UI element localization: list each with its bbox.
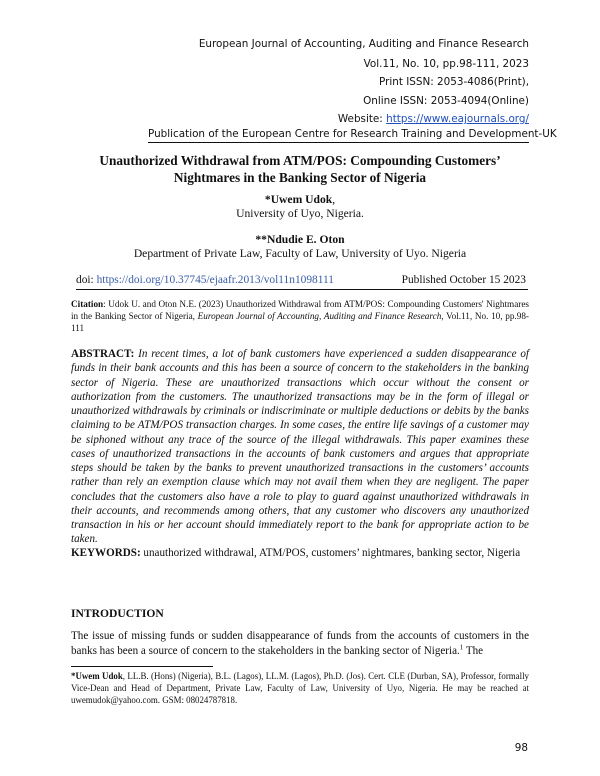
author-1 <box>70 193 530 207</box>
publication-line: Publication of the European Centre for Research Training and Development-UK <box>148 127 529 143</box>
online-issn: Online ISSN: 2053-4094(Online) <box>363 95 529 107</box>
page-number: 98 <box>514 742 528 754</box>
citation-label: Citation <box>71 299 104 309</box>
keywords-text: unauthorized withdrawal, ATM/POS, customers’ nightmares, banking sector, Nigeria <box>140 547 521 559</box>
doi-link[interactable]: https://doi.org/10.37745/ejaafr.2013/vol11n1098111 <box>96 274 334 286</box>
introduction-tail: The <box>463 644 484 657</box>
doi-row <box>76 273 528 290</box>
keywords-block <box>71 546 529 560</box>
citation-tail: , Vol.11, No. 10, pp.98-111 <box>71 311 529 334</box>
author-1-comma: , <box>332 193 336 206</box>
title-line-1: Unauthorized Withdrawal from ATM/POS: Compounding Customers’ <box>99 153 501 168</box>
footnote-text: , LL.B. (Hons) (Nigeria), B.L. (Lagos), LL.M. (Lagos), Ph.D. (Jos). Cert. CLE (Durban, SA), Professor, formally Vice-Dean and Head of Department, Private Law, Faculty of Law, University of Uyo, Nigeria. He may be reached at uwemudok@yahoo.com. GSM: 08024787818. <box>71 671 529 706</box>
citation-journal: European Journal of Accounting, Auditing and Finance Research <box>197 311 442 322</box>
citation-text: : Udok U. and Oton N.E. (2023) Unauthorized Withdrawal from ATM/POS: Compounding Customers' Nightmares in the Banking Sector of Nigeria, <box>71 299 529 322</box>
volume-info: Vol.11, No. 10, pp.98-111, 2023 <box>363 58 529 70</box>
footnote-ref[interactable]: 1 <box>459 642 464 651</box>
published-date: Published October 15 2023 <box>401 274 526 286</box>
abstract-text: In recent times, a lot of bank customers have experienced a sudden disappearance of funds in their bank accounts and this has been a source of concern to the stakeholders in the banking sector of Nigeria. These are unauthorized transactions which occur without the consent or authorization from the customers. The unauthorized transactions may be in the form of illegal or unauthorized withdrawals by criminals or indiscriminate or multiple deductions or debits by the banks claiming to be ATM/POS transaction charges. In some cases, the entire life savings of a customer may be siphoned without any trace of the source of the illegal withdrawals. This paper examines these cases of unauthorized transactions in the accounts of bank customers and argues that appropriate steps should be taken by the banks to prevent unauthorized transactions in the customers’ accounts rather than rely an exemption clause which may not avail them when they are negligent. The paper concludes that the customers also have a role to play to guard against unauthorized withdrawals in their accounts, and recommends among others, that any customer who discovers any unauthorized transaction in his or her account should immediately report to the bank for appropriate action to be taken. <box>71 348 529 546</box>
title-line-2: Nightmares in the Banking Sector of Nigeria <box>173 170 427 185</box>
author-2-affiliation: Department of Private Law, Faculty of Law, University of Uyo. Nigeria <box>133 247 467 260</box>
website-link[interactable]: https://www.eajournals.org/ <box>386 113 529 125</box>
doi-label: doi: <box>76 274 97 286</box>
footnote-block <box>71 670 529 707</box>
keywords-label: KEYWORDS: <box>71 547 141 559</box>
author-1-affiliation: University of Uyo, Nigeria. <box>236 207 364 220</box>
author-2-name: **Ndudie E. Oton <box>255 233 345 246</box>
introduction-text: The issue of missing funds or sudden disappearance of funds from the accounts of customers in the banks has been a source of concern to the stakeholders in the banking sector of Nigeria. <box>71 630 529 657</box>
footnote-name: *Uwem Udok <box>71 671 123 681</box>
abstract-block <box>71 347 529 547</box>
article-title <box>70 152 530 186</box>
introduction-heading: INTRODUCTION <box>71 607 164 620</box>
footnote-rule <box>71 666 213 667</box>
author-1-name: *Uwem Udok <box>264 193 333 206</box>
abstract-label: ABSTRACT: <box>71 348 135 360</box>
journal-name: European Journal of Accounting, Auditing and Finance Research <box>198 38 529 50</box>
website-label: Website: <box>337 113 387 125</box>
introduction-paragraph <box>71 629 529 658</box>
citation-block <box>71 298 529 335</box>
website-line <box>338 113 529 126</box>
print-issn: Print ISSN: 2053-4086(Print), <box>379 76 529 88</box>
